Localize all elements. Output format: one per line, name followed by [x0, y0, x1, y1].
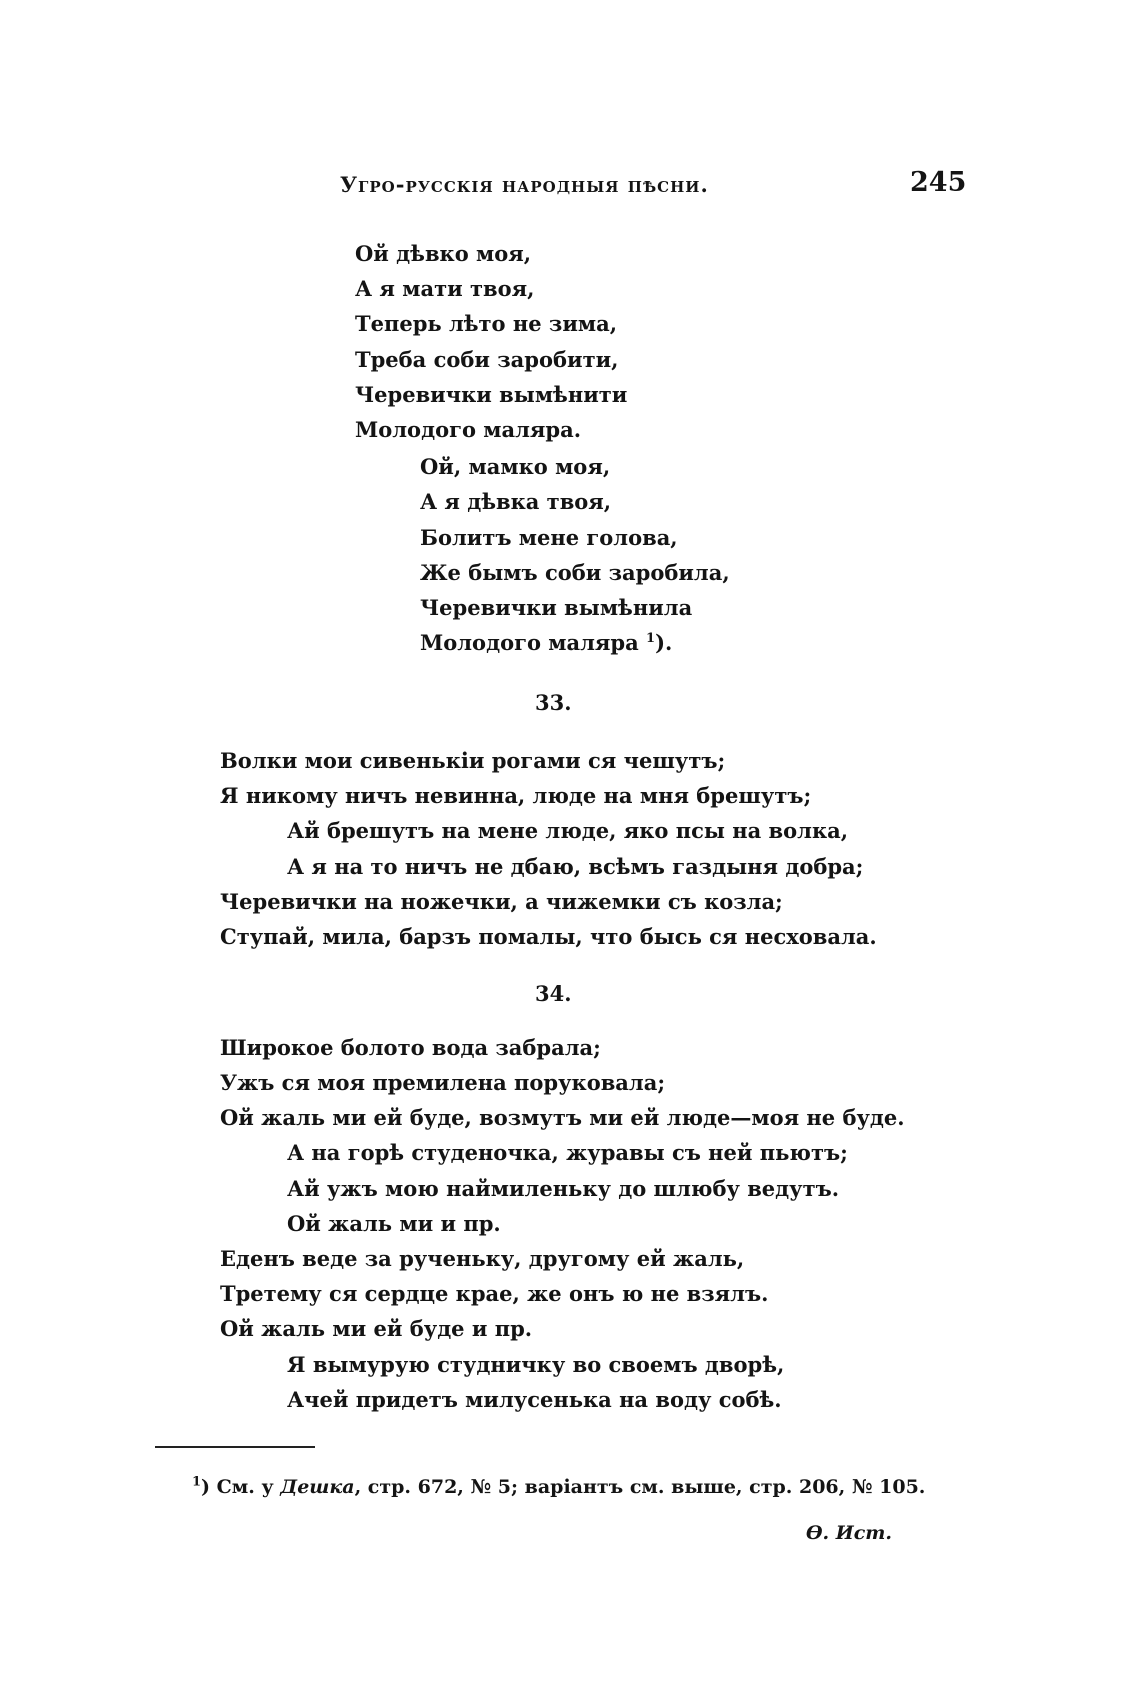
verse-line-with-footnote	[420, 632, 672, 653]
verse-line: Еденъ веде за рученьку, другому ей жаль,	[220, 1246, 745, 1271]
verse-line: Черевички на ножечки, а чижемки съ козла;	[220, 889, 783, 914]
verse-line: Же бымъ соби заробила,	[420, 560, 730, 585]
verse-line: Третему ся сердце крае, же онъ ю не взялъ.	[220, 1281, 769, 1306]
footnote-rule	[155, 1446, 315, 1448]
verse-line: Ой жаль ми ей буде, возмутъ ми ей люде—моя не буде.	[220, 1105, 905, 1130]
footnote	[192, 1476, 925, 1498]
verse-text: Молодого маляра	[420, 630, 639, 655]
verse-line: А я на то ничъ не дбаю, всѣмъ газдыня добра;	[287, 854, 864, 879]
verse-line: Ой дѣвко моя,	[355, 241, 532, 266]
verse-line: А на горѣ студеночка, журавы съ ней пьютъ;	[287, 1140, 848, 1165]
verse-line: Я вымурую студничку во своемъ дворѣ,	[287, 1352, 785, 1377]
verse-line: Черевички вымѣнила	[420, 595, 693, 620]
footnote-marker: 1	[646, 631, 656, 646]
verse-line: Широкое болото вода забрала;	[220, 1035, 601, 1060]
verse-line: Я никому ничъ невинна, люде на мня брешутъ;	[220, 783, 812, 808]
song-number: 34.	[535, 981, 572, 1006]
verse-line: А я мати твоя,	[355, 276, 535, 301]
verse-line: Волки мои сивенькіи рогами ся чешутъ;	[220, 748, 726, 773]
verse-line: Треба соби заробити,	[355, 347, 619, 372]
verse-line: Ай ужъ мою наймиленьку до шлюбу ведутъ.	[287, 1176, 840, 1201]
song-number: 33.	[535, 690, 572, 715]
page-number: 245	[910, 167, 967, 198]
verse-line: Черевички вымѣнити	[355, 382, 628, 407]
verse-line: Болитъ мене голова,	[420, 525, 678, 550]
verse-line: Ступай, мила, барзъ помалы, что бысь ся несховала.	[220, 924, 877, 949]
verse-line: Молодого маляра.	[355, 417, 582, 442]
footnote-prefix: ) См. у	[201, 1476, 281, 1498]
verse-line: Ой жаль ми и пр.	[287, 1211, 501, 1236]
footnote-mark: 1	[192, 1474, 202, 1490]
footnote-author: Дешка	[280, 1476, 355, 1498]
verse-line: Ой жаль ми ей буде и пр.	[220, 1316, 533, 1341]
verse-line: А я дѣвка твоя,	[420, 489, 612, 514]
verse-line: Ачей придетъ милусенька на воду собѣ.	[287, 1387, 782, 1412]
running-title: Угро-русскія народныя пѣсни.	[340, 172, 709, 197]
footnote-text: , стр. 672, № 5; варіантъ см. выше, стр. 206, № 105.	[354, 1476, 926, 1498]
verse-line: Ужъ ся моя премилена поруковала;	[220, 1070, 666, 1095]
editor-signature: Ө. Ист.	[806, 1522, 893, 1544]
verse-line: Теперь лѣто не зима,	[355, 311, 618, 336]
verse-line: Ай брешутъ на мене люде, яко псы на волка,	[287, 818, 849, 843]
verse-line: Ой, мамко моя,	[420, 454, 611, 479]
verse-closing: ).	[655, 630, 673, 655]
